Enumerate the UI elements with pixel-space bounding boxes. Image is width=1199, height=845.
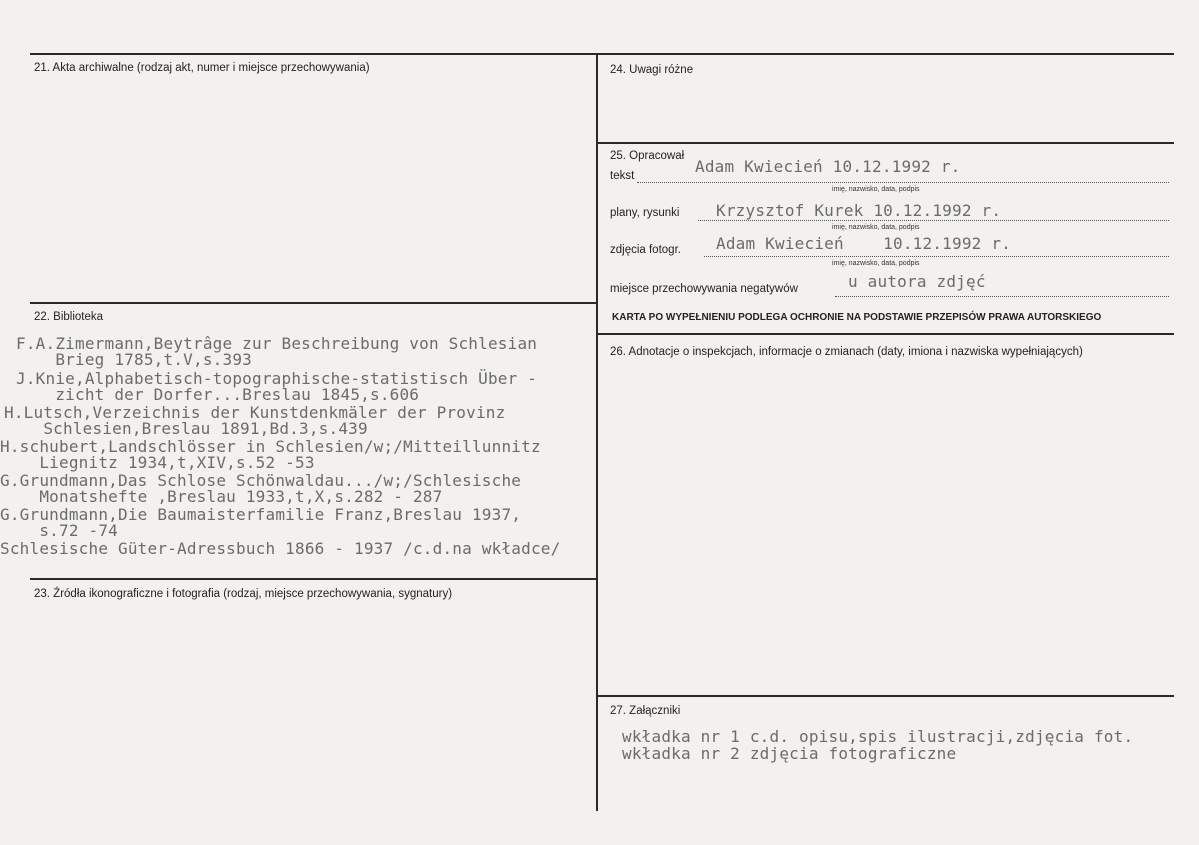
negatywy-line <box>835 296 1169 297</box>
bibliography-line: zicht der Dorfer...Breslau 1845,s.606 <box>16 385 420 404</box>
center-divider <box>596 53 598 811</box>
bibliography-line: Monatshefte ,Breslau 1933,t,X,s.282 - 287 <box>0 487 443 506</box>
bibliography-line: G.Grundmann,Das Schlose Schönwaldau.../w;/Schlesische <box>0 471 522 490</box>
plany-hint: imię, nazwisko, data, podpis <box>832 224 920 231</box>
bibliography-line: H.schubert,Landschlösser in Schlesien/w;/Mitteillunnitz <box>0 437 541 456</box>
attachment-line: wkładka nr 1 c.d. opisu,spis ilustracji,zdjęcia fot. <box>622 727 1134 746</box>
bibliography-line: Schlesien,Breslau 1891,Bd.3,s.439 <box>4 419 368 438</box>
zdjecia-label: zdjęcia fotogr. <box>610 244 681 256</box>
bibliography-line: H.Lutsch,Verzeichnis der Kunstdenkmäler der Provinz <box>4 403 506 422</box>
bibliography-line: F.A.Zimermann,Beytrâge zur Beschreibung von Schlesian <box>16 334 538 353</box>
rule-27 <box>597 695 1174 697</box>
bibliography-line: Schlesische Güter-Adressbuch 1866 - 1937 /c.d.na wkładce/ <box>0 539 561 558</box>
bibliography-line: s.72 -74 <box>0 521 118 540</box>
section-21-label: 21. Akta archiwalne (rodzaj akt, numer i miejsce przechowywania) <box>34 62 370 74</box>
zdjecia-value: Adam Kwiecień 10.12.1992 r. <box>716 234 1011 253</box>
attachment-line: wkładka nr 2 zdjęcia fotograficzne <box>622 744 957 763</box>
rule-25 <box>597 142 1174 144</box>
copyright-notice: KARTA PO WYPEŁNIENIU PODLEGA OCHRONIE NA PODSTAWIE PRZEPISÓW PRAWA AUTORSKIEGO <box>612 312 1102 323</box>
plany-value: Krzysztof Kurek 10.12.1992 r. <box>716 201 1002 220</box>
tekst-label: tekst <box>610 170 635 182</box>
section-23-label: 23. Źródła ikonograficzne i fotografia (rodzaj, miejsce przechowywania, sygnatury) <box>34 588 453 600</box>
zdjecia-hint: imię, nazwisko, data, podpis <box>832 260 920 267</box>
rule-23 <box>30 578 597 580</box>
section-26-label: 26. Adnotacje o inspekcjach, informacje o zmianach (daty, imiona i nazwiska wypełniających) <box>610 346 1083 358</box>
tekst-line <box>637 182 1169 183</box>
bibliography-line: Liegnitz 1934,t,XIV,s.52 -53 <box>0 453 315 472</box>
bibliography-line: J.Knie,Alphabetisch-topographische-statistisch Über - <box>16 369 538 388</box>
rule-22 <box>30 302 597 304</box>
zdjecia-line <box>704 256 1169 257</box>
bibliography-line: Brieg 1785,t.V,s.393 <box>16 350 252 369</box>
bibliography-line: G.Grundmann,Die Baumaisterfamilie Franz,Breslau 1937, <box>0 505 522 524</box>
plany-line <box>698 220 1169 221</box>
tekst-value: Adam Kwiecień 10.12.1992 r. <box>695 157 961 176</box>
top-rule <box>30 53 1174 55</box>
section-22-label: 22. Biblioteka <box>34 311 104 323</box>
plany-label: plany, rysunki <box>610 207 680 219</box>
section-25-label: 25. Opracował <box>610 150 685 162</box>
section-24-label: 24. Uwagi różne <box>610 64 694 76</box>
negatywy-value: u autora zdjęć <box>848 272 986 291</box>
section-27-label: 27. Załączniki <box>610 705 681 717</box>
negatywy-label: miejsce przechowywania negatywów <box>610 283 798 295</box>
tekst-hint: imię, nazwisko, data, podpis <box>832 186 920 193</box>
rule-26 <box>597 333 1174 335</box>
